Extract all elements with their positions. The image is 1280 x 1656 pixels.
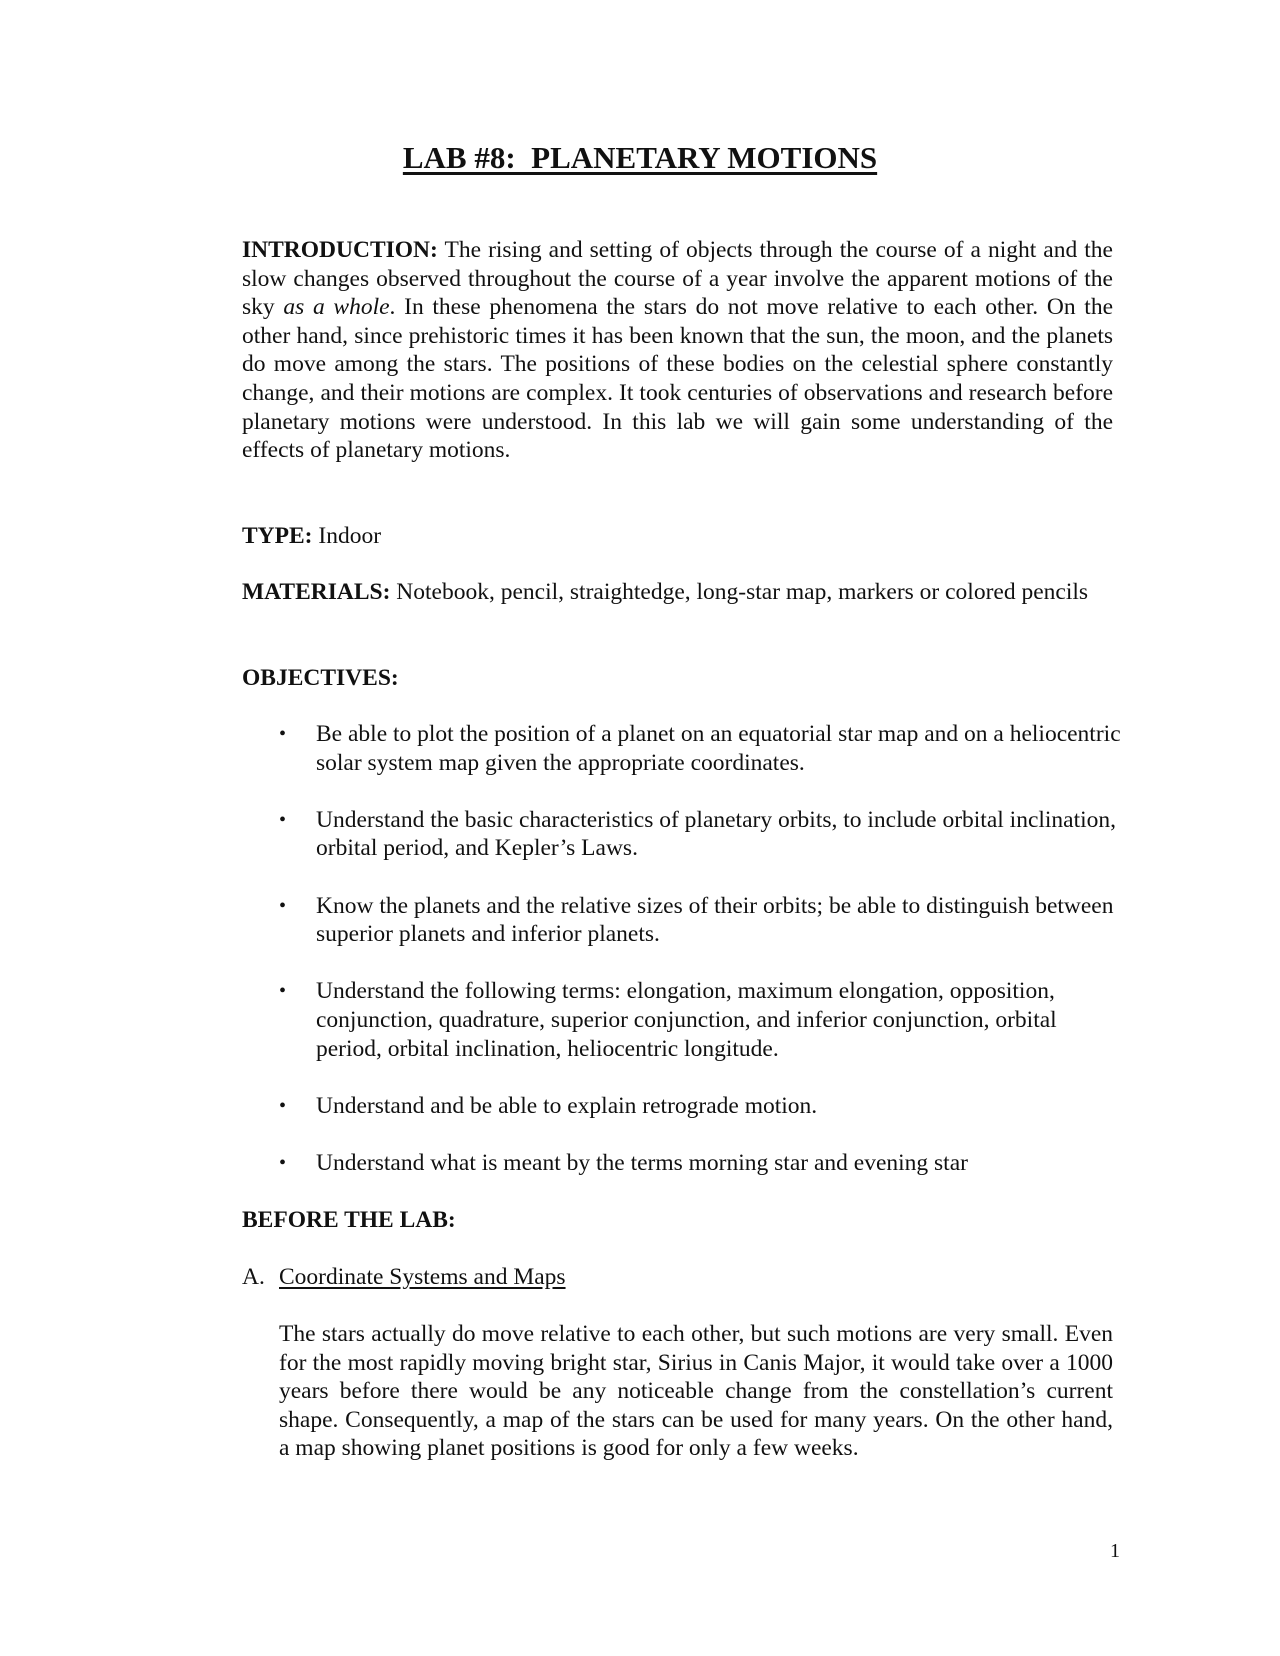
introduction-italic: as a whole	[283, 294, 390, 321]
introduction-text-1: The rising and setting of objects through the course of a night and the slow changes observed throughout the course of a year involve the apparent motions of the sky	[242, 237, 1113, 321]
bullet-icon: •	[279, 808, 287, 831]
objective-text: Understand and be able to explain retrograde motion.	[316, 1092, 818, 1119]
list-item	[242, 720, 1122, 777]
section-a-heading: Coordinate Systems and Maps	[279, 1264, 566, 1290]
introduction-paragraph	[242, 236, 1113, 465]
section-a-paragraph: The stars actually do move relative to each other, but such motions are very small. Even for the most rapidly moving bright star, Sirius in Canis Major, it would take over a 1000 years before there would be any noticeable change from the constellation’s current shape. Consequently, a map of the stars can be used for many years. On the other hand, a map showing planet positions is good for only a few weeks.	[279, 1321, 1113, 1462]
objective-text: Be able to plot the position of a planet on an equatorial star map and on a heliocentric solar system map given the appropriate coordinates.	[316, 721, 1121, 776]
objective-text: Understand the basic characteristics of planetary orbits, to include orbital inclination, orbital period, and Kepler’s Laws.	[316, 806, 1117, 862]
introduction-text-2: . In these phenomena the stars do not move relative to each other. On the other hand, since prehistoric times it has been known that the sun, the moon, and the planets do move among the stars. The positions of these bodies on the celestial sphere constantly change, and their motions are complex. It took centuries of observations and research before planetary motions were understood. In this lab we will gain some understanding of the effects of planetary motions.	[242, 294, 1114, 464]
list-item	[242, 806, 1122, 863]
type-line	[242, 522, 1113, 551]
type-value: Indoor	[318, 523, 382, 549]
page-number: 1	[1110, 1540, 1120, 1562]
list-item	[242, 1092, 1122, 1121]
objective-text: Understand what is meant by the terms morning star and evening star	[316, 1149, 968, 1176]
bullet-icon: •	[279, 1151, 287, 1174]
objectives-list	[242, 720, 1122, 1206]
list-item	[242, 1149, 1122, 1178]
bullet-icon: •	[279, 723, 287, 745]
materials-line	[242, 578, 1102, 607]
list-item	[242, 977, 1122, 1063]
objective-text: Understand the following terms: elongation, maximum elongation, opposition, conjunction, quadrature, superior conjunction, and inferior conjunction, orbital period, orbital inclination, heliocentric longitude.	[316, 978, 1057, 1062]
objective-text: Know the planets and the relative sizes of their orbits; be able to distinguish between superior planets and inferior planets.	[316, 892, 1114, 948]
objectives-heading: OBJECTIVES:	[242, 665, 399, 691]
before-the-lab-heading: BEFORE THE LAB:	[242, 1207, 456, 1233]
introduction-label: INTRODUCTION:	[242, 237, 438, 263]
materials-value: Notebook, pencil, straightedge, long-star map, markers or colored pencils	[396, 579, 1089, 605]
section-a-heading-line	[242, 1263, 566, 1292]
materials-label: MATERIALS:	[242, 579, 391, 605]
bullet-icon: •	[279, 980, 287, 1003]
section-a-letter: A.	[242, 1264, 265, 1290]
list-item	[242, 892, 1122, 949]
bullet-icon: •	[279, 894, 287, 917]
page-title: LAB #8: PLANETARY MOTIONS	[402, 140, 878, 175]
type-label: TYPE:	[242, 523, 313, 549]
bullet-icon: •	[279, 1094, 287, 1117]
